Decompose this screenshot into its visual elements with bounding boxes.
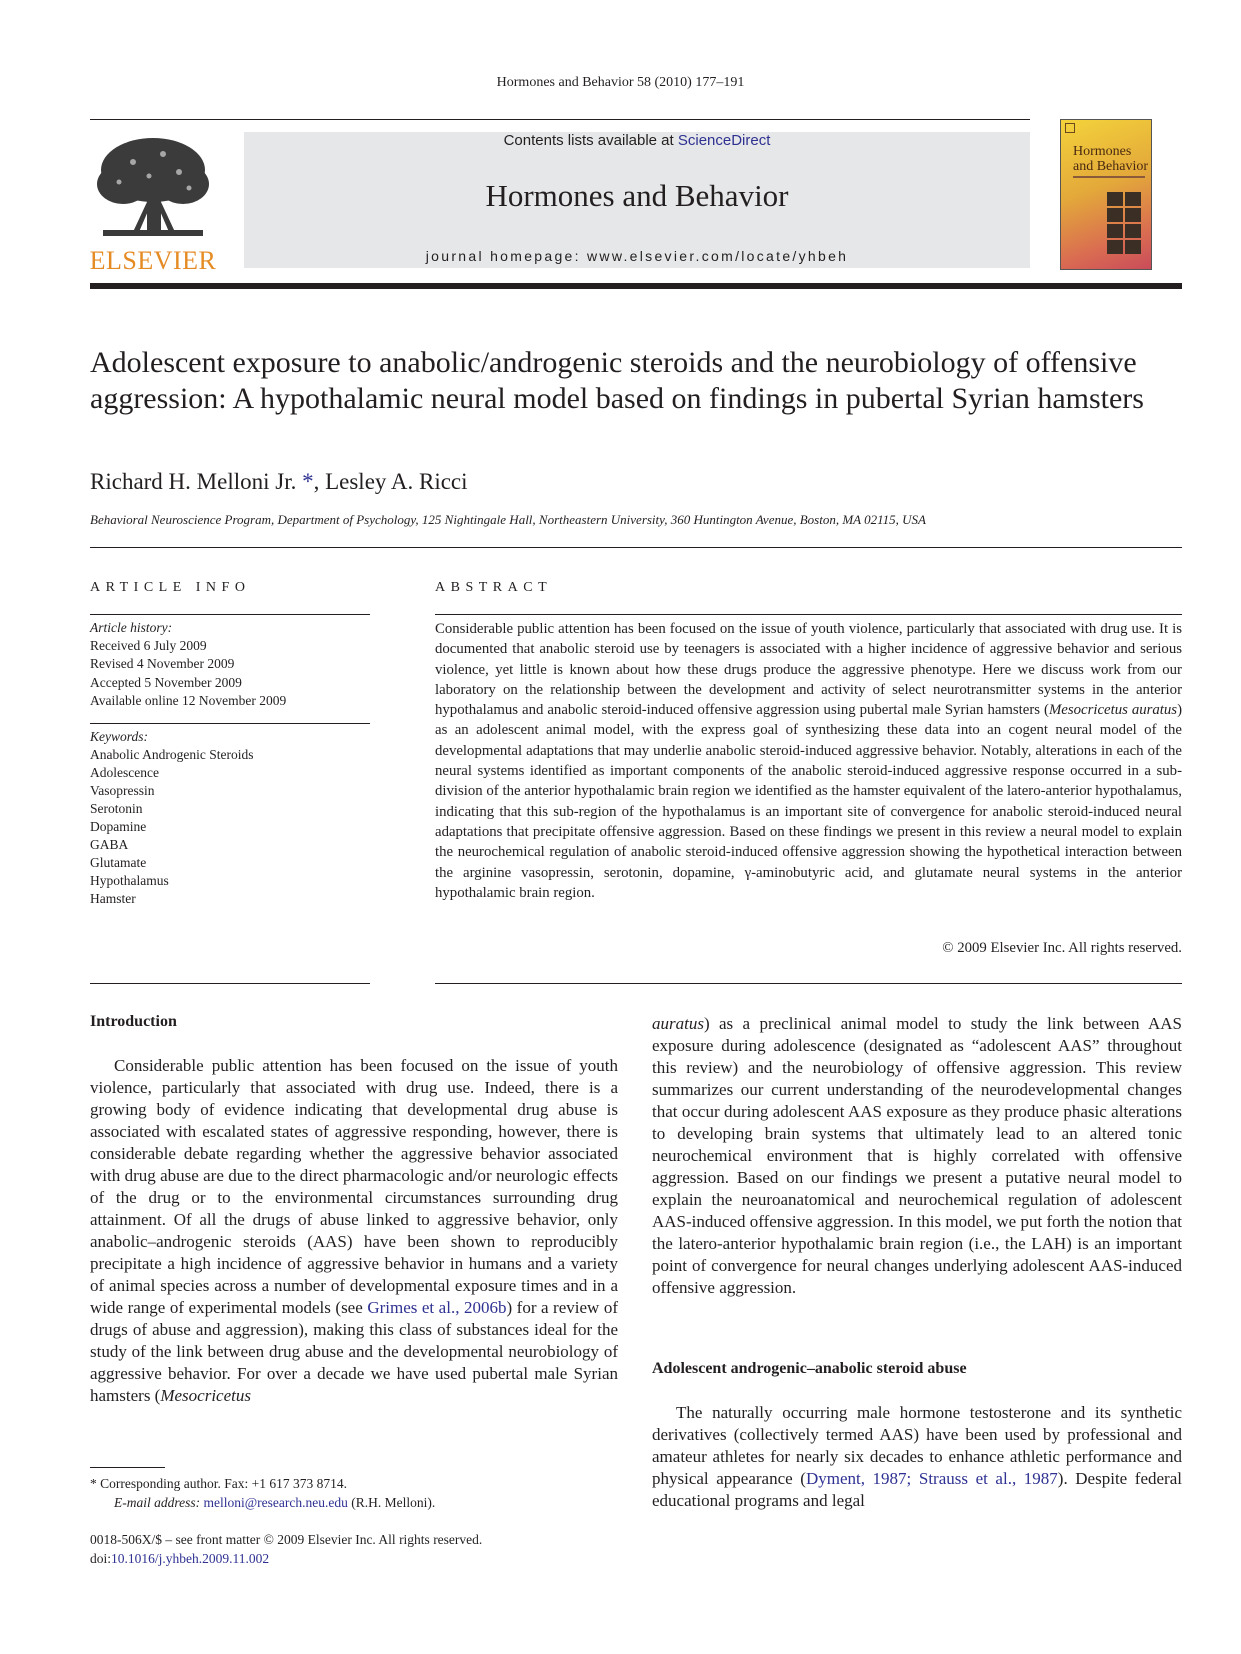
section-rule	[90, 547, 1182, 548]
keyword-item: Anabolic Androgenic Steroids	[90, 747, 254, 762]
citation-link[interactable]: Grimes et al., 2006b	[367, 1298, 507, 1317]
keyword-item: Dopamine	[90, 819, 147, 834]
corresponding-text: Corresponding author. Fax: +1 617 373 8714.	[96, 1476, 347, 1491]
abstract-text: Considerable public attention has been focused on the issue of youth violence, particularly that associated with drug use. It is documented that anabolic steroid use by teenagers is associated with a higher incidence of aggressive behavior and serious violence, yet little is known about how these drugs produce the aggressive phenotype. Here we discuss work from our laboratory on the relationship between the development and activity of select neurotransmitter systems in the anterior hypothalamus and anabolic steroid-induced offensive aggression using pubertal male Syrian hamsters (	[435, 621, 1182, 719]
keyword-item: Vasopressin	[90, 783, 155, 798]
doi-link[interactable]: 10.1016/j.yhbeh.2009.11.002	[111, 1551, 270, 1566]
front-matter	[90, 1530, 482, 1568]
header-thick-rule	[90, 283, 1182, 289]
affiliation: Behavioral Neuroscience Program, Department of Psychology, 125 Nightingale Hall, Northeastern University, 360 Huntington Avenue, Boston, MA 02115, USA	[90, 512, 926, 527]
section-heading: Adolescent androgenic–anabolic steroid abuse	[652, 1360, 967, 1377]
abstract-heading: ABSTRACT	[435, 580, 553, 595]
keyword-item: Hypothalamus	[90, 873, 169, 888]
journal-cover-thumbnail[interactable]	[1060, 119, 1152, 270]
footnote-marker: *	[90, 1476, 97, 1491]
abstract-rule	[435, 983, 1182, 984]
keyword-item: Glutamate	[90, 855, 147, 870]
body-text: ). Despite federal educational programs and legal	[652, 1469, 1182, 1510]
keyword-item: Hamster	[90, 891, 136, 906]
body-text: ) for a review of drugs of abuse and aggression), making this class of substances ideal for the study of the link between drug abuse and the developmental neurobiology of aggressive behavior. For over a decade we have used pubertal male Syrian hamsters (	[90, 1298, 618, 1405]
history-item: Accepted 5 November 2009	[90, 674, 242, 690]
history-item: Received 6 July 2009	[90, 638, 207, 654]
top-rule	[90, 119, 1030, 120]
author-name: Lesley A. Ricci	[325, 469, 468, 494]
history-item: Available online 12 November 2009	[90, 692, 287, 708]
abstract-text: ) as an adolescent animal model, with the express goal of synthesizing these data into an cogent neural model of the developmental adaptations that may underlie anabolic steroid-induced aggressive behavior. Notably, alterations in each of the neural systems identified as important components of the anabolic steroid-induced aggressive response occurred in a sub-division of the anterior hypothalamic brain region we identified as the hamster equivalent of the latero-anterior hypothalamus, indicating that this sub-region of the hypothalamus is an important site of convergence for anabolic steroid-induced neural adaptations that precipitate offensive aggression. Based on these findings we present in this review a neural model to explain the neurochemical regulation of anabolic steroid-induced offensive aggression showing the hypothetical interaction between the arginine vasopressin, serotonin, dopamine, γ-aminobutyric acid, and glutamate neural systems in the anterior hypothalamic brain region.	[435, 702, 1183, 901]
keyword-item: Adolescence	[90, 765, 159, 780]
keyword-item: GABA	[90, 837, 129, 852]
history-label: Article history:	[90, 620, 173, 635]
email-link[interactable]: melloni@research.neu.edu	[203, 1495, 348, 1510]
cover-logo-icon	[1065, 123, 1075, 133]
section2-body	[652, 1402, 1182, 1512]
issn-line: 0018-506X/$ – see front matter © 2009 Elsevier Inc. All rights reserved.	[90, 1532, 483, 1547]
copyright: © 2009 Elsevier Inc. All rights reserved.	[942, 940, 1182, 956]
species-name: Mesocricetus	[160, 1386, 251, 1405]
elsevier-wordmark: ELSEVIER	[89, 246, 217, 275]
citation-link[interactable]: Strauss et al., 1987	[918, 1469, 1058, 1488]
body-text: ) as a preclinical animal model to study the link between AAS exposure during adolescence (designated as “adolescent AAS” throughout this review) and the neurobiology of offensive aggression. This review summarizes our current understanding of the neurodevelopmental changes that occur during adolescent AAS exposure as they produce phasic alterations to developing brain systems that ultimately lead to an altered tonic neurochemical environment that is highly correlated with offensive aggression. Based on our findings we present a putative neural model to explain the neuroanatomical and neurochemical regulation of adolescent AAS-induced offensive aggression. In this model, we put forth the notion that the latero-anterior hypothalamic brain region (i.e., the LAH) is an important point of convergence for neural changes underlying adolescent AAS-induced offensive aggression.	[652, 1014, 1182, 1297]
citation-separator: ;	[906, 1469, 919, 1488]
keywords-label: Keywords:	[90, 729, 148, 744]
corresponding-author-link[interactable]: *	[302, 469, 314, 494]
corresponding-author-note	[90, 1474, 435, 1493]
cover-subtitle-bar	[1073, 176, 1145, 178]
abstract-body	[435, 619, 1182, 903]
sciencedirect-link[interactable]: ScienceDirect	[677, 132, 771, 149]
running-head: Hormones and Behavior 58 (2010) 177–191	[496, 75, 745, 90]
article-history	[90, 619, 286, 710]
info-rule	[90, 723, 370, 724]
author-list	[90, 469, 468, 495]
contents-line	[244, 132, 1030, 149]
body-text: Considerable public attention has been focused on the issue of youth violence, particularly that associated with drug use. Indeed, there is a growing body of evidence indicating that developmental drug abuse is associated with escalated states of aggressive responding, however, there is considerable debate regarding whether the aggressive behavior associated with drug abuse are due to the direct pharmacologic and/or neurologic effects of the drug or to the environmental circumstances surrounding drug attainment. Of all the drugs of abuse linked to aggressive behavior, only anabolic–androgenic steroids (AAS) have been shown to reproducibly precipitate a high incidence of aggressive behavior in humans and a variety of animal species across a number of developmental exposure times and in a wide range of experimental models (see	[90, 1056, 618, 1317]
abstract-rule	[435, 614, 1182, 615]
journal-homepage-link[interactable]: journal homepage: www.elsevier.com/locate/yhbeh	[425, 248, 849, 264]
keywords	[90, 728, 253, 908]
doi-line	[90, 1549, 482, 1568]
contents-prefix: Contents lists available at	[503, 132, 674, 149]
elsevier-logo[interactable]	[88, 128, 218, 274]
footnote	[90, 1474, 435, 1512]
footnote-rule	[90, 1467, 165, 1468]
info-rule	[90, 983, 370, 984]
email-suffix: (R.H. Melloni).	[347, 1495, 436, 1510]
cover-title-line2: and Behavior	[1073, 159, 1149, 174]
body-text: The naturally occurring male hormone testosterone and its synthetic derivatives (collectively termed AAS) have been used by professional and amateur athletes for nearly six decades to enhance athletic performance and physical appearance (	[652, 1403, 1182, 1488]
author-separator: ,	[313, 469, 326, 494]
column2-body	[652, 1013, 1182, 1299]
introduction-body	[90, 1055, 618, 1407]
species-name: Mesocricetus auratus	[1048, 702, 1178, 719]
email-line	[90, 1493, 435, 1512]
journal-banner	[244, 132, 1030, 268]
article-title: Adolescent exposure to anabolic/androgenic steroids and the neurobiology of offensive aggression: A hypothalamic neural model based on findings in pubertal Syrian hamsters	[90, 346, 1144, 415]
species-name: auratus	[652, 1014, 704, 1033]
article-info-heading: ARTICLE INFO	[90, 580, 251, 595]
info-rule	[90, 614, 370, 615]
email-label: E-mail address:	[114, 1495, 201, 1510]
cover-title-line1: Hormones	[1073, 144, 1132, 159]
introduction-heading: Introduction	[90, 1013, 177, 1030]
cover-brain-images	[1107, 192, 1141, 254]
tree-icon	[93, 132, 213, 244]
journal-title: Hormones and Behavior	[485, 178, 789, 213]
keyword-item: Serotonin	[90, 801, 143, 816]
history-item: Revised 4 November 2009	[90, 656, 235, 672]
doi-label: doi:	[90, 1551, 112, 1566]
citation-link[interactable]: Dyment, 1987	[805, 1469, 907, 1488]
author-name: Richard H. Melloni Jr.	[90, 469, 297, 494]
cover-title	[1073, 144, 1148, 174]
